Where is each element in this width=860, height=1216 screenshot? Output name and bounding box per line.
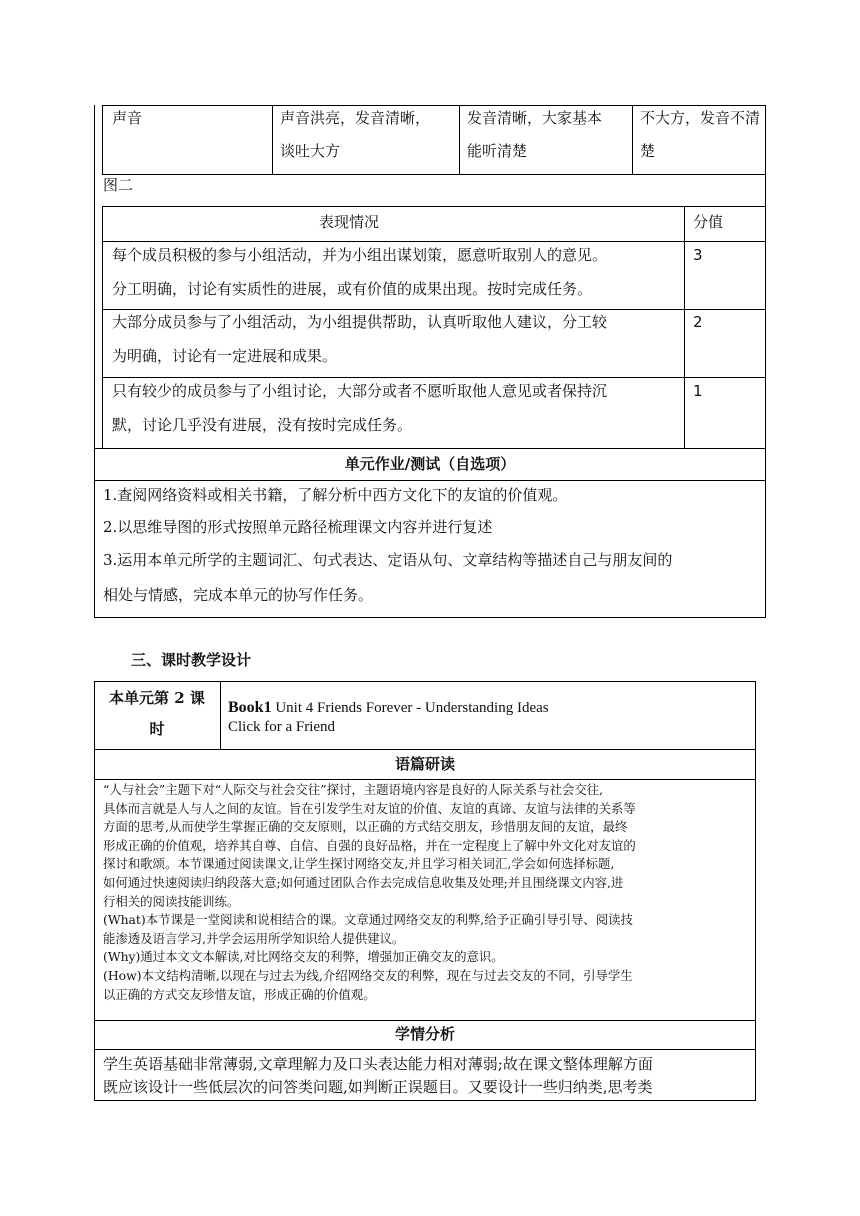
outer-left-border: [94, 105, 95, 617]
voice-level-b-line1: 发音清晰，大家基本: [467, 109, 603, 127]
lesson-book: Book1: [228, 699, 272, 716]
voice-row-div1: [272, 105, 273, 174]
voice-row-bottom: [102, 174, 766, 175]
voice-level-c-clip: [640, 103, 764, 173]
text-study-body: [103, 781, 751, 1004]
fig2-col-div: [684, 206, 685, 448]
homework-title: 单元作业/测试（自选项）: [344, 455, 516, 473]
lesson-label-div: [220, 681, 221, 749]
lesson-title: Unit 4 Friends Forever - Understanding Ideas: [271, 700, 549, 716]
homework-item-1: 1.查阅网络资料或相关书籍，了解分析中西方文化下的友谊的价值观。: [103, 486, 568, 504]
text-study-line: 如何通过快速阅读归纳段落大意;如何通过团队合作去完成信息收集及处理;并且围绕课文内容,进: [103, 874, 624, 890]
learner-line-1: 学生英语基础非常薄弱,文章理解力及口头表达能力相对薄弱;故在课文整体理解方面: [103, 1055, 653, 1073]
fig2-row1-score: 3: [693, 246, 703, 264]
section3-heading: 三、课时教学设计: [131, 651, 252, 669]
fig2-row1-line1: 每个成员积极的参与小组活动，并为小组出谋划策，愿意听取别人的意见。: [112, 246, 608, 264]
fig2-row3-line2: 默，讨论几乎没有进展，没有按时完成任务。: [112, 416, 413, 434]
homework-item-3: 3.运用本单元所学的主题词汇、句式表达、定语从句、文章结构等描述自己与朋友间的: [103, 551, 673, 569]
lesson-title-line: [228, 698, 549, 718]
lesson-bottom: [94, 1100, 756, 1101]
text-study-title-bottom: [94, 779, 756, 780]
lesson-top: [94, 681, 756, 682]
voice-level-a-line1: 声音洪亮，发音清晰，: [280, 109, 431, 127]
text-study-line: 形成正确的价值观，培养其自尊、自信、自强的良好品格，并在一定程度上了解中外文化对友谊的: [103, 837, 636, 853]
voice-level-b-line2: 能听清楚: [467, 142, 528, 160]
text-study-line: 探讨和歌颂。本节课通过阅读课文,让学生探讨网络交友,并且学习相关词汇,学会如何选择标题,: [103, 856, 615, 872]
text-study-title: 语篇研读: [394, 755, 455, 773]
learner-title-bottom: [94, 1049, 756, 1050]
text-study-line: (What)本节课是一堂阅读和说相结合的课。文章通过网络交友的利弊,给予正确引导引导、阅读技: [103, 912, 633, 928]
fig2-row2-line1: 大部分成员参与了小组活动，为小组提供帮助，认真听取他人建议，分工较: [112, 313, 608, 331]
lesson-label-line1: 本单元第 2 课: [109, 689, 205, 707]
fig2-row1-line2: 分工明确，讨论有实质性的进展，或有价值的成果出现。按时完成任务。: [112, 280, 593, 298]
lesson-subtitle: Click for a Friend: [228, 719, 336, 735]
lesson-label-line2: 时: [149, 720, 165, 738]
fig2-row2-line2: 为明确，讨论有一定进展和成果。: [112, 347, 338, 365]
text-study-line: 具体而言就是人与人之间的友谊。旨在引发学生对友谊的价值、友谊的真谛、友谊与法律的关系等: [103, 800, 636, 816]
voice-level-c-line2: 楚: [640, 142, 656, 160]
homework-item-2: 2.以思维导图的形式按照单元路径梳理课文内容并进行复述: [103, 518, 493, 536]
text-study-line: (Why)通过本文文本解读,对比网络交友的利弊，增强加正确交友的意识。: [103, 949, 504, 965]
voice-label: 声音: [112, 109, 143, 127]
learner-analysis-title: 学情分析: [394, 1025, 455, 1043]
fig2-left: [102, 206, 103, 448]
fig2-row3-line1: 只有较少的成员参与了小组讨论，大部分或者不愿听取他人意见或者保持沉: [112, 382, 608, 400]
learner-line-2: 既应该设计一些低层次的问答类问题,如判断正误题目。又要设计一些归纳类,思考类: [103, 1078, 653, 1096]
lesson-label: [94, 683, 220, 745]
outer-right-border: [765, 105, 766, 617]
voice-row-div3: [632, 105, 633, 174]
fig2-header-performance: 表现情况: [319, 213, 380, 231]
fig2-header-score: 分值: [693, 213, 724, 231]
learner-analysis-body: [103, 1053, 753, 1099]
text-study-line: 方面的思考,从而使学生掌握正确的交友原则，以正确的方式结交朋友，珍惜朋友间的友谊，最终: [103, 819, 628, 835]
text-study-line: (How)本文结构清晰,以现在与过去为线,介绍网络交友的利弊，现在与过去交友的不同，引导学生: [103, 967, 633, 983]
figure2-caption: 图二: [103, 176, 134, 194]
voice-level-a-line2: 谈吐大方: [280, 142, 341, 160]
text-study-line: 行相关的阅读技能训练。: [103, 893, 240, 909]
homework-item-3-cont: 相处与情感，完成本单元的协写作任务。: [103, 586, 374, 604]
outer-bottom-border: [94, 617, 766, 618]
text-study-line: 以正确的方式交友珍惜友谊，形成正确的价值观。: [103, 986, 376, 1002]
voice-level-c-line1: 不大方，发音不清: [640, 109, 761, 127]
fig2-row3-score: 1: [693, 382, 703, 400]
text-study-line: “人与社会”主题下对“人际交与社会交往”探讨，主题语境内容是良好的人际关系与社会交往,: [103, 782, 604, 797]
fig2-top: [102, 206, 766, 207]
voice-row-left: [102, 105, 103, 174]
fig2-row2-score: 2: [693, 313, 703, 331]
text-study-line: 能渗透及语言学习,并学会运用所学知识给人提供建议。: [103, 930, 405, 946]
voice-row-div2: [459, 105, 460, 174]
